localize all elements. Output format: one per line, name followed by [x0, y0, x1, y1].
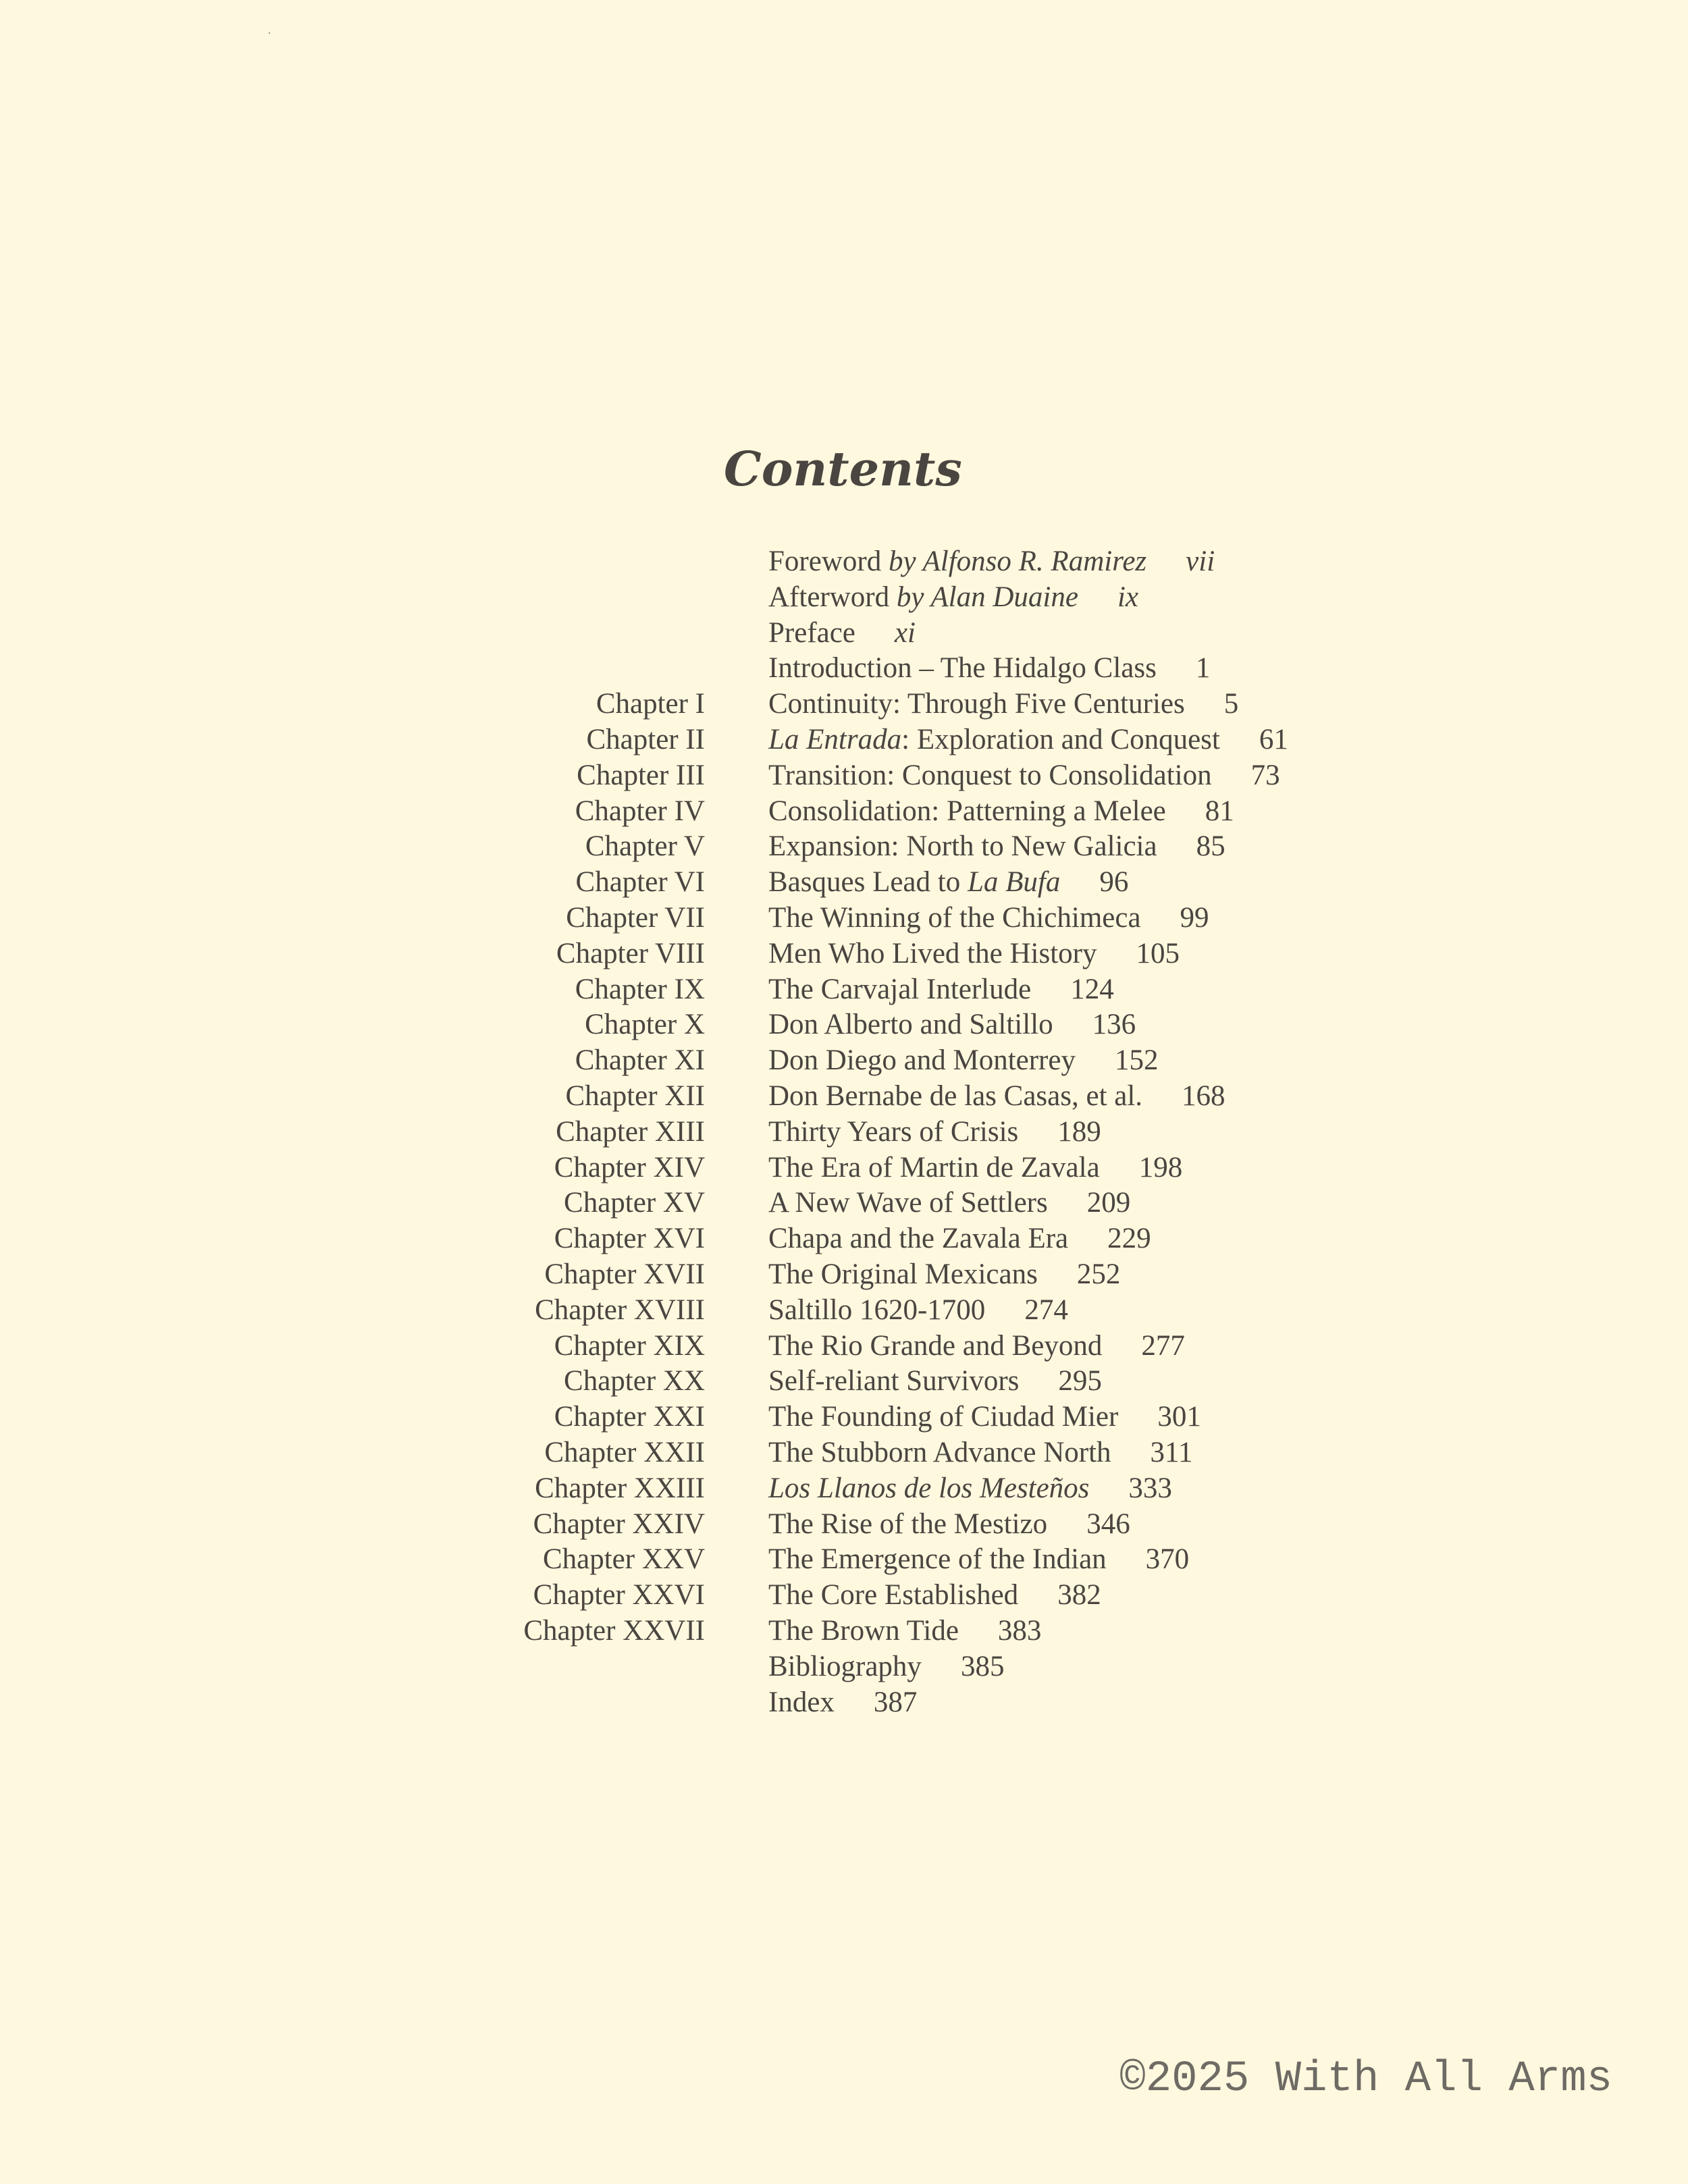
page-number: 387 [873, 1686, 918, 1718]
toc-row [0, 794, 1688, 830]
toc-entry [768, 1471, 1172, 1506]
entry-title-part: Self-reliant Survivors [768, 1365, 1020, 1397]
toc-row [0, 651, 1688, 687]
toc-entry [768, 1186, 1130, 1221]
toc-entry [768, 687, 1238, 722]
table-of-contents [0, 544, 1688, 1720]
chapter-label: Chapter XXIV [533, 1508, 705, 1540]
chapter-label: Chapter XXV [542, 1543, 705, 1576]
toc-entry [768, 1007, 1136, 1042]
chapter-label: Chapter III [577, 759, 705, 791]
toc-row [0, 1293, 1688, 1329]
toc-row [0, 1542, 1688, 1578]
toc-entry [768, 1293, 1068, 1328]
page-title: Contents [724, 441, 962, 497]
page-number: 96 [1099, 866, 1129, 899]
page-number: 277 [1141, 1329, 1185, 1362]
toc-entry [768, 1079, 1225, 1114]
entry-title-part: : Exploration and Conquest [901, 723, 1220, 755]
entry-title-part: by Alfonso R. Ramirez [888, 545, 1147, 577]
page-number: 124 [1070, 973, 1114, 1005]
toc-row [0, 936, 1688, 972]
page-number: 311 [1150, 1436, 1193, 1468]
chapter-label: Chapter XVI [554, 1223, 705, 1255]
page-number: 5 [1223, 688, 1239, 720]
chapter-label: Chapter XV [564, 1187, 705, 1219]
page-number: 274 [1024, 1294, 1068, 1326]
chapter-label: Chapter IX [575, 973, 705, 1005]
page-number: 81 [1205, 795, 1234, 827]
entry-title-part: Basques Lead to [768, 866, 968, 899]
entry-title-part: Don Alberto and Saltillo [768, 1009, 1053, 1041]
entry-title-part: A New Wave of Settlers [768, 1187, 1048, 1219]
page-number: xi [894, 616, 916, 649]
chapter-label: Chapter VI [575, 866, 705, 899]
entry-title-part: The Core Established [768, 1579, 1019, 1612]
entry-title-part: La Entrada [768, 723, 902, 755]
page-number: 333 [1128, 1472, 1172, 1504]
toc-entry [768, 1364, 1102, 1399]
page-number: 168 [1182, 1080, 1225, 1112]
toc-entry [768, 1507, 1130, 1542]
toc-row [0, 1614, 1688, 1649]
entry-title-part: Foreword [768, 545, 889, 577]
entry-title-part: Index [768, 1686, 835, 1718]
toc-entry [768, 1685, 917, 1720]
copyright-notice: ©2025 With All Arms [1119, 2055, 1612, 2104]
chapter-label: Chapter XIX [554, 1329, 705, 1362]
toc-entry [768, 544, 1215, 579]
toc-row [0, 1257, 1688, 1293]
toc-entry [768, 1043, 1158, 1078]
entry-title-part: Continuity: Through Five Centuries [768, 688, 1185, 720]
page-number: vii [1186, 545, 1215, 577]
chapter-label: Chapter XXI [554, 1401, 705, 1433]
page-number: 1 [1195, 652, 1211, 685]
chapter-label: Chapter XXII [544, 1436, 705, 1468]
toc-row [0, 1507, 1688, 1543]
entry-title-part: Don Bernabe de las Casas, et al. [768, 1080, 1143, 1112]
chapter-label: Chapter XXVI [533, 1579, 705, 1612]
entry-title-part: Afterword [768, 581, 897, 613]
page-number: 385 [960, 1650, 1005, 1682]
toc-entry [768, 1649, 1004, 1684]
entry-title-part: The Emergence of the Indian [768, 1543, 1107, 1576]
entry-title-part: The Founding of Ciudad Mier [768, 1401, 1119, 1433]
toc-row [0, 1150, 1688, 1186]
page-number: 229 [1107, 1223, 1151, 1255]
chapter-label: Chapter XXIII [535, 1472, 705, 1504]
toc-entry [768, 616, 916, 651]
chapter-label: Chapter VIII [556, 937, 705, 969]
page-number: 370 [1145, 1543, 1190, 1576]
toc-row [0, 901, 1688, 936]
chapter-label: Chapter X [585, 1009, 705, 1041]
toc-row [0, 1221, 1688, 1257]
toc-entry [768, 580, 1138, 615]
entry-title-part: Thirty Years of Crisis [768, 1115, 1019, 1148]
toc-entry [768, 1400, 1201, 1435]
entry-title-part: La Bufa [967, 866, 1061, 899]
toc-row [0, 616, 1688, 651]
toc-row [0, 972, 1688, 1008]
chapter-label: Chapter VII [566, 901, 705, 934]
toc-entry [768, 865, 1128, 900]
chapter-label: Chapter XX [564, 1365, 705, 1397]
entry-title-part: by Alan Duaine [896, 581, 1078, 613]
toc-row [0, 1329, 1688, 1364]
toc-entry [768, 722, 1288, 757]
entry-title-part: The Winning of the Chichimeca [768, 901, 1141, 934]
toc-row [0, 1115, 1688, 1150]
page-number: 85 [1196, 830, 1225, 863]
page-number: 99 [1180, 901, 1209, 934]
page-number: 61 [1259, 723, 1288, 755]
chapter-label: Chapter V [585, 830, 705, 863]
entry-title-part: Expansion: North to New Galicia [768, 830, 1157, 863]
page-number: 383 [997, 1614, 1042, 1647]
toc-entry [768, 794, 1234, 829]
toc-row [0, 1186, 1688, 1221]
entry-title-part: Chapa and the Zavala Era [768, 1223, 1069, 1255]
toc-entry [768, 829, 1225, 864]
toc-entry [768, 1329, 1185, 1364]
entry-title-part: Don Diego and Monterrey [768, 1044, 1076, 1077]
chapter-label: Chapter XVIII [535, 1294, 705, 1326]
toc-entry [768, 1578, 1101, 1613]
toc-entry [768, 1542, 1189, 1577]
entry-title-part: The Rise of the Mestizo [768, 1508, 1048, 1540]
toc-entry [768, 1115, 1101, 1150]
page-number: 152 [1114, 1044, 1159, 1077]
page-number: 346 [1086, 1508, 1130, 1540]
entry-title-part: Saltillo 1620-1700 [768, 1294, 986, 1326]
toc-row [0, 1079, 1688, 1115]
chapter-label: Chapter XXVII [523, 1614, 705, 1647]
toc-row [0, 758, 1688, 794]
toc-row [0, 1685, 1688, 1721]
toc-entry [768, 1150, 1182, 1186]
toc-entry [768, 936, 1180, 971]
page-speck [269, 32, 270, 34]
toc-entry [768, 1435, 1192, 1470]
page-number: 189 [1057, 1115, 1101, 1148]
chapter-label: Chapter XIII [556, 1115, 705, 1148]
toc-row [0, 1649, 1688, 1685]
toc-entry [768, 1614, 1041, 1649]
toc-row [0, 1578, 1688, 1614]
toc-row [0, 687, 1688, 722]
entry-title-part: Introduction – The Hidalgo Class [768, 652, 1157, 685]
page-number: 252 [1076, 1258, 1121, 1290]
entry-title-part: The Carvajal Interlude [768, 973, 1032, 1005]
page-number: 136 [1092, 1009, 1136, 1041]
toc-entry [768, 1221, 1151, 1256]
entry-title-part: Consolidation: Patterning a Melee [768, 795, 1166, 827]
toc-row [0, 1400, 1688, 1435]
toc-row [0, 544, 1688, 580]
page-number: 73 [1250, 759, 1280, 791]
chapter-label: Chapter II [586, 723, 705, 755]
chapter-label: Chapter I [596, 688, 705, 720]
toc-row [0, 865, 1688, 901]
toc-entry [768, 1257, 1120, 1292]
chapter-label: Chapter XVII [544, 1258, 705, 1290]
toc-row [0, 1471, 1688, 1507]
toc-row [0, 1435, 1688, 1471]
page-number: 382 [1057, 1579, 1101, 1612]
chapter-label: Chapter XII [565, 1080, 705, 1112]
entry-title-part: Los Llanos de los Mesteños [768, 1472, 1090, 1504]
entry-title-part: Bibliography [768, 1650, 922, 1682]
chapter-label: Chapter IV [575, 795, 705, 827]
toc-row [0, 722, 1688, 758]
entry-title-part: The Rio Grande and Beyond [768, 1329, 1103, 1362]
page-number: 209 [1086, 1187, 1131, 1219]
toc-entry [768, 901, 1209, 936]
chapter-label: Chapter XI [575, 1044, 705, 1077]
toc-entry [768, 972, 1114, 1007]
entry-title-part: The Era of Martin de Zavala [768, 1151, 1100, 1183]
chapter-label: Chapter XIV [554, 1151, 705, 1183]
page-number: 198 [1138, 1151, 1183, 1183]
entry-title-part: Men Who Lived the History [768, 937, 1097, 969]
entry-title-part: Transition: Conquest to Consolidation [768, 759, 1212, 791]
toc-row [0, 829, 1688, 865]
toc-row [0, 580, 1688, 616]
toc-entry [768, 758, 1280, 793]
entry-title-part: Preface [768, 616, 855, 649]
toc-row [0, 1007, 1688, 1043]
page-number: 301 [1157, 1401, 1201, 1433]
toc-row [0, 1043, 1688, 1079]
entry-title-part: The Stubborn Advance North [768, 1436, 1111, 1468]
entry-title-part: The Original Mexicans [768, 1258, 1038, 1290]
toc-entry [768, 651, 1210, 686]
toc-row [0, 1364, 1688, 1400]
entry-title-part: The Brown Tide [768, 1614, 959, 1647]
page-number: 105 [1136, 937, 1180, 969]
page-number: 295 [1058, 1365, 1102, 1397]
page-number: ix [1117, 581, 1139, 613]
